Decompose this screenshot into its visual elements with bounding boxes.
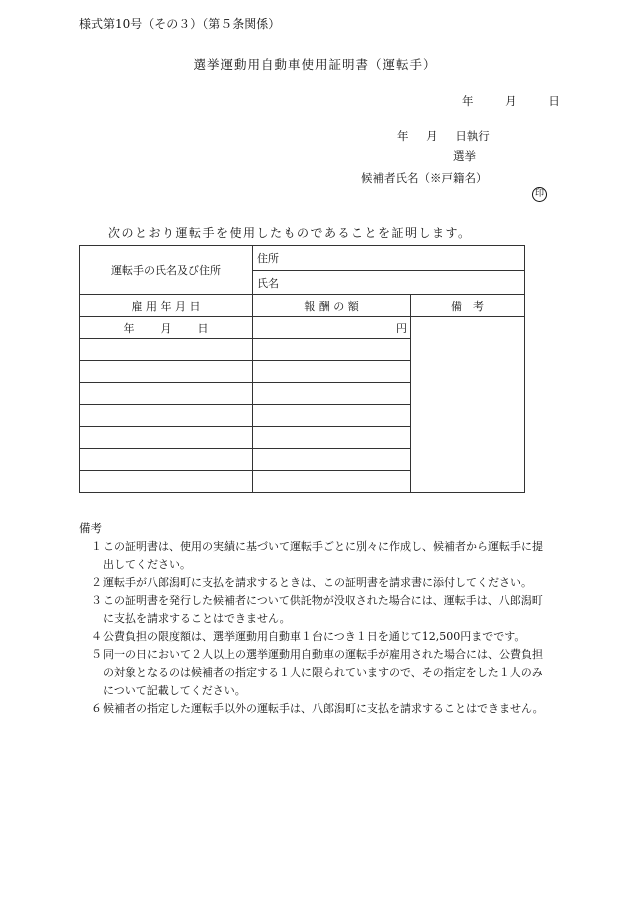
name-field[interactable]: [253, 271, 525, 295]
date-month: 月: [160, 321, 172, 335]
note-text: この証明書は、使用の実績に基づいて運転手ごとに別々に作成し、候補者から運転手に提出してください。: [103, 540, 543, 571]
candidate-name-label: 候補者氏名（※戸籍名）: [361, 171, 488, 185]
note-item: [79, 628, 549, 646]
name-label: 氏名: [257, 276, 279, 290]
note-item: [79, 646, 549, 700]
issue-date-month: 月: [505, 94, 517, 108]
amount-cell[interactable]: [253, 339, 411, 361]
amount-cell[interactable]: [253, 317, 411, 339]
note-item: [79, 574, 549, 592]
note-number: ６: [91, 702, 102, 715]
note-item: [79, 592, 549, 628]
note-item: [79, 538, 549, 574]
employment-date-cell[interactable]: [80, 471, 253, 493]
note-item: [79, 700, 549, 718]
form-number: 様式第10号（その３）（第５条関係）: [79, 17, 281, 31]
note-text: 候補者の指定した運転手以外の運転手は、八郎潟町に支払を請求することはできません。: [103, 702, 544, 715]
employment-date-cell[interactable]: [80, 449, 253, 471]
issue-date-day: 日: [548, 94, 560, 108]
seal-mark-icon: 印: [532, 187, 547, 202]
note-number: ４: [91, 630, 102, 643]
execution-date: [397, 128, 490, 144]
election-label: 選挙: [453, 149, 476, 163]
date-day: 日: [197, 321, 209, 335]
employment-date-header: 雇 用 年 月 日: [80, 295, 253, 317]
employment-date-cell[interactable]: [80, 317, 253, 339]
employment-date-cell[interactable]: [80, 361, 253, 383]
remarks-cell[interactable]: [411, 317, 525, 493]
execution-day: 日執行: [455, 129, 490, 143]
driver-name-address-label: 運転手の氏名及び住所: [80, 246, 253, 295]
amount-cell[interactable]: [253, 383, 411, 405]
note-text: この証明書を発行した候補者について供託物が没収された場合には、運転手は、八郎潟町に支払を請求することはできません。: [103, 594, 543, 625]
note-text: 運転手が八郎潟町に支払を請求するときは、この証明書を請求書に添付してください。: [103, 576, 532, 589]
amount-cell[interactable]: [253, 427, 411, 449]
note-number: １: [91, 540, 102, 553]
date-year: 年: [123, 321, 135, 335]
execution-year: 年: [397, 129, 409, 143]
note-number: ２: [91, 576, 102, 589]
note-number: ５: [91, 648, 102, 661]
notes-list: [79, 538, 549, 718]
address-label: 住所: [257, 252, 279, 265]
amount-cell[interactable]: [253, 449, 411, 471]
document-title: 選挙運動用自動車使用証明書（運転手）: [193, 57, 437, 72]
yen-unit: 円: [396, 321, 407, 335]
amount-header: 報 酬 の 額: [253, 295, 411, 317]
employment-date-cell[interactable]: [80, 427, 253, 449]
address-field[interactable]: [253, 246, 525, 271]
remarks-header: 備 考: [411, 295, 525, 317]
employment-date-cell[interactable]: [80, 339, 253, 361]
amount-cell[interactable]: [253, 361, 411, 383]
note-text: 同一の日において２人以上の選挙運動用自動車の運転手が雇用された場合には、公費負担の対象となるのは候補者の指定する１人に限られていますので、その指定をした１人のみについて記載してください。: [103, 648, 543, 697]
amount-cell[interactable]: [253, 471, 411, 493]
note-text: 公費負担の限度額は、選挙運動用自動車１台につき１日を通じて12,500円までです。: [103, 630, 526, 643]
employment-date-cell[interactable]: [80, 405, 253, 427]
issue-date: [462, 93, 560, 109]
certificate-table: [79, 245, 525, 493]
notes-title: 備考: [79, 521, 102, 535]
note-number: ３: [91, 594, 102, 607]
amount-cell[interactable]: [253, 405, 411, 427]
execution-month: 月: [426, 129, 438, 143]
issue-date-year: 年: [462, 94, 474, 108]
certification-statement: 次のとおり運転手を使用したものであることを証明します。: [108, 226, 472, 240]
employment-date-cell[interactable]: [80, 383, 253, 405]
